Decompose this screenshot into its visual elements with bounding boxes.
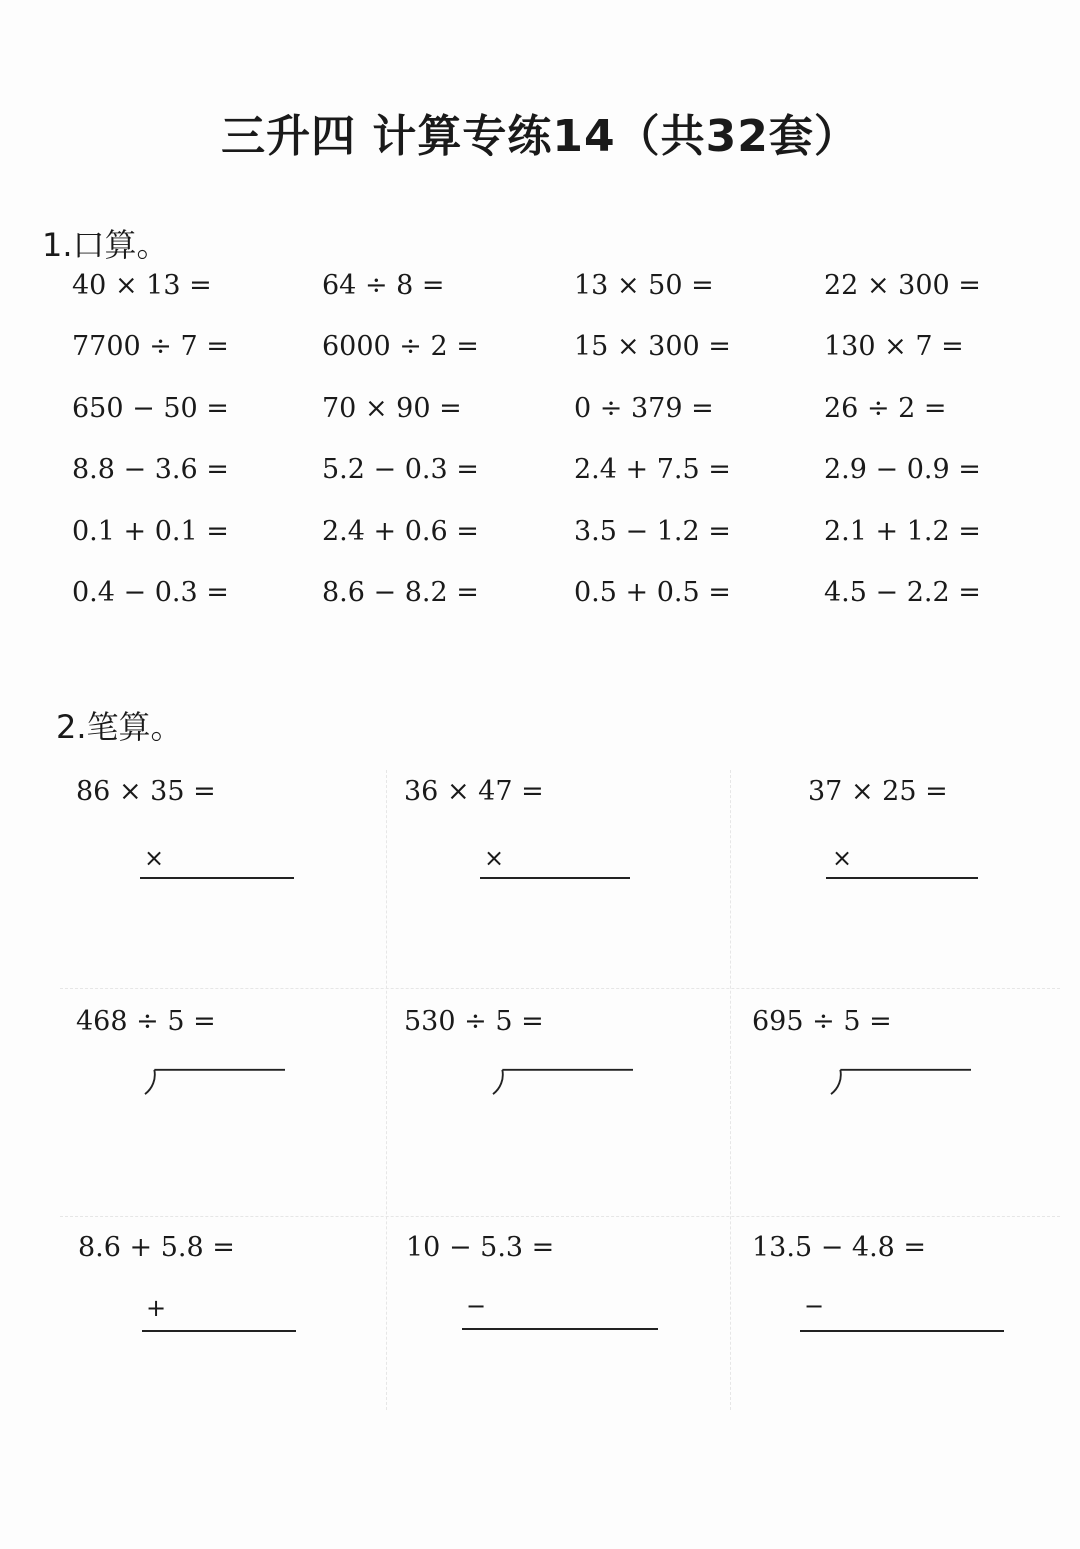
problem-expression: 10 − 5.3 = — [406, 1232, 555, 1263]
problem-expression: 13.5 − 4.8 = — [752, 1232, 927, 1263]
oral-problem: 70 × 90 = — [322, 392, 462, 424]
oral-problem: 64 ÷ 8 = — [322, 270, 445, 301]
problem-expression: 37 × 25 = — [808, 776, 948, 807]
multiply-sign: × — [144, 844, 165, 872]
oral-problem: 2.9 − 0.9 = — [824, 454, 981, 486]
oral-problem: 15 × 300 = — [574, 331, 731, 363]
oral-problem: 2.4 + 7.5 = — [574, 454, 731, 486]
long-division-bracket — [488, 1068, 638, 1096]
oral-problem: 5.2 − 0.3 = — [322, 454, 479, 486]
oral-problem: 130 × 7 = — [824, 331, 964, 363]
oral-problem: 8.8 − 3.6 = — [72, 454, 229, 486]
answer-line — [142, 1330, 296, 1332]
multiply-sign: × — [484, 844, 505, 872]
written-problem — [60, 770, 390, 998]
long-division-bracket — [826, 1068, 976, 1096]
oral-problem: 4.5 − 2.2 = — [824, 576, 981, 608]
problem-expression: 468 ÷ 5 = — [76, 1006, 216, 1037]
written-problem — [60, 998, 390, 1226]
problem-expression: 8.6 + 5.8 = — [78, 1232, 235, 1263]
oral-problem: 0.1 + 0.1 = — [72, 515, 229, 547]
multiply-sign: × — [832, 844, 853, 872]
written-problem — [390, 1226, 730, 1426]
written-problem — [390, 998, 730, 1226]
oral-problem: 650 − 50 = — [72, 392, 229, 424]
oral-problem: 0.4 − 0.3 = — [72, 576, 229, 608]
plus-sign: + — [146, 1294, 167, 1322]
minus-sign: − — [466, 1292, 487, 1320]
oral-problem: 22 × 300 = — [824, 270, 981, 301]
page-title: 三升四 计算专练14（共32套） — [221, 111, 859, 162]
oral-problem: 2.4 + 0.6 = — [322, 515, 479, 547]
oral-problem: 6000 ÷ 2 = — [322, 331, 479, 363]
written-problem — [730, 770, 1060, 998]
oral-problem: 8.6 − 8.2 = — [322, 576, 479, 608]
answer-line — [462, 1328, 658, 1330]
written-calculation-grid — [60, 770, 1060, 1426]
answer-line — [826, 877, 978, 879]
oral-problem: 13 × 50 = — [574, 270, 714, 301]
oral-problem: 2.1 + 1.2 = — [824, 515, 981, 547]
problem-expression: 36 × 47 = — [404, 776, 544, 807]
oral-problem: 26 ÷ 2 = — [824, 392, 947, 424]
oral-problem: 0.5 + 0.5 = — [574, 576, 731, 608]
long-division-bracket — [140, 1068, 290, 1096]
written-problem — [730, 1226, 1060, 1426]
written-problem — [390, 770, 730, 998]
answer-line — [480, 877, 630, 879]
written-problem — [60, 1226, 390, 1426]
section-oral-heading: 1.口算。 — [42, 226, 169, 264]
answer-line — [800, 1330, 1004, 1332]
oral-problem: 3.5 − 1.2 = — [574, 515, 731, 547]
problem-expression: 86 × 35 = — [76, 776, 216, 807]
section-written-heading: 2.笔算。 — [56, 708, 183, 746]
written-problem — [730, 998, 1060, 1226]
oral-problem: 7700 ÷ 7 = — [72, 331, 229, 363]
oral-calculation-grid — [72, 270, 1032, 638]
oral-problem: 0 ÷ 379 = — [574, 392, 714, 424]
minus-sign: − — [804, 1292, 825, 1320]
answer-line — [140, 877, 294, 879]
problem-expression: 695 ÷ 5 = — [752, 1006, 892, 1037]
oral-problem: 40 × 13 = — [72, 270, 212, 301]
problem-expression: 530 ÷ 5 = — [404, 1006, 544, 1037]
